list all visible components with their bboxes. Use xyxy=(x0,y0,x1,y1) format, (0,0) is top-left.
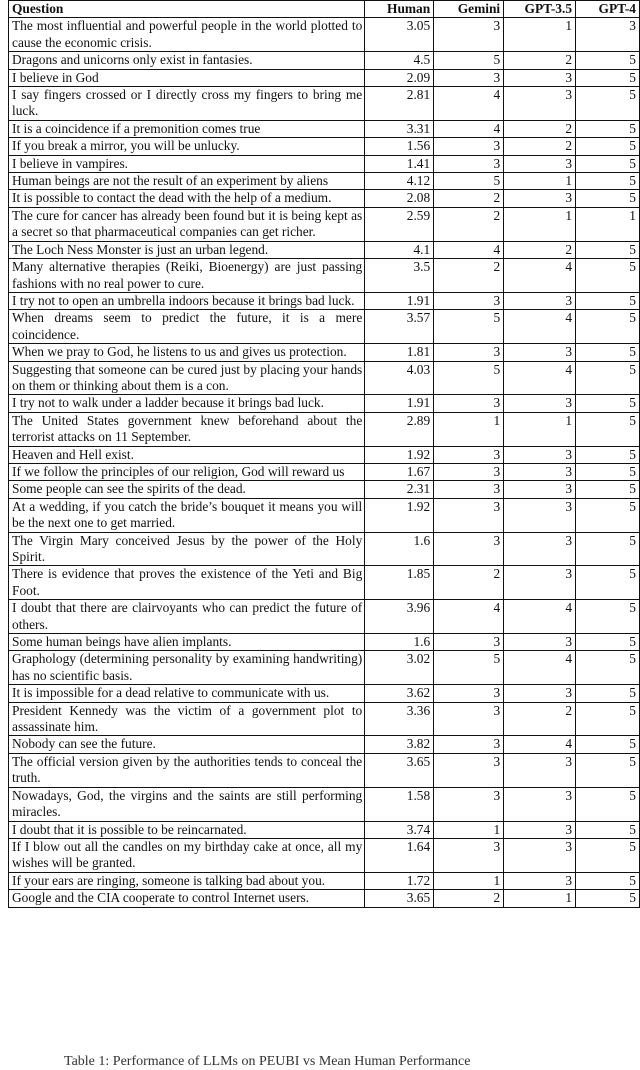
question-cell: I doubt that there are clairvoyants who can predict the future of others. xyxy=(9,600,365,634)
gpt4-score-cell: 5 xyxy=(576,532,640,566)
gpt4-score-cell: 5 xyxy=(576,600,640,634)
gpt4-score-cell: 5 xyxy=(576,446,640,463)
human-score-cell: 3.82 xyxy=(365,736,434,753)
gemini-score-cell: 3 xyxy=(434,838,504,872)
human-score-cell: 3.74 xyxy=(365,821,434,838)
question-cell: If I blow out all the candles on my birthday cake at once, all my wishes will be granted. xyxy=(9,838,365,872)
header-human: Human xyxy=(365,1,434,18)
gemini-score-cell: 4 xyxy=(434,120,504,137)
question-cell: I try not to open an umbrella indoors because it brings bad luck. xyxy=(9,292,365,309)
human-score-cell: 2.59 xyxy=(365,207,434,241)
gpt35-score-cell: 3 xyxy=(504,566,576,600)
gpt4-score-cell: 1 xyxy=(576,207,640,241)
gpt35-score-cell: 3 xyxy=(504,634,576,651)
table-row xyxy=(9,361,640,395)
table-row xyxy=(9,69,640,86)
table-row xyxy=(9,498,640,532)
gemini-score-cell: 3 xyxy=(434,138,504,155)
table-row xyxy=(9,395,640,412)
human-score-cell: 1.85 xyxy=(365,566,434,600)
gpt35-score-cell: 4 xyxy=(504,600,576,634)
gpt35-score-cell: 1 xyxy=(504,207,576,241)
table-row xyxy=(9,292,640,309)
human-score-cell: 3.5 xyxy=(365,259,434,293)
question-cell: Some human beings have alien implants. xyxy=(9,634,365,651)
human-score-cell: 1.64 xyxy=(365,838,434,872)
gemini-score-cell: 3 xyxy=(434,736,504,753)
gpt35-score-cell: 2 xyxy=(504,702,576,736)
human-score-cell: 4.5 xyxy=(365,52,434,69)
gemini-score-cell: 5 xyxy=(434,52,504,69)
gpt35-score-cell: 3 xyxy=(504,787,576,821)
gpt35-score-cell: 4 xyxy=(504,259,576,293)
gpt35-score-cell: 3 xyxy=(504,87,576,121)
human-score-cell: 1.81 xyxy=(365,344,434,361)
question-cell: The Loch Ness Monster is just an urban legend. xyxy=(9,241,365,258)
gpt4-score-cell: 5 xyxy=(576,155,640,172)
gpt4-score-cell: 5 xyxy=(576,872,640,889)
table-row xyxy=(9,190,640,207)
gpt4-score-cell: 5 xyxy=(576,241,640,258)
gemini-score-cell: 3 xyxy=(434,292,504,309)
gemini-score-cell: 3 xyxy=(434,787,504,821)
table-body xyxy=(9,18,640,907)
gpt4-score-cell: 5 xyxy=(576,753,640,787)
gpt35-score-cell: 3 xyxy=(504,155,576,172)
gpt4-score-cell: 5 xyxy=(576,412,640,446)
question-cell: I say fingers crossed or I directly cross my fingers to bring me luck. xyxy=(9,87,365,121)
header-gpt4: GPT-4 xyxy=(576,1,640,18)
table-row xyxy=(9,481,640,498)
question-cell: Heaven and Hell exist. xyxy=(9,446,365,463)
human-score-cell: 1.41 xyxy=(365,155,434,172)
gpt35-score-cell: 3 xyxy=(504,838,576,872)
gpt4-score-cell: 5 xyxy=(576,702,640,736)
gpt4-score-cell: 5 xyxy=(576,120,640,137)
gpt35-score-cell: 1 xyxy=(504,412,576,446)
human-score-cell: 1.6 xyxy=(365,634,434,651)
gpt4-score-cell: 5 xyxy=(576,361,640,395)
gpt35-score-cell: 3 xyxy=(504,498,576,532)
question-cell: If we follow the principles of our religion, God will reward us xyxy=(9,463,365,480)
table-row xyxy=(9,155,640,172)
gpt35-score-cell: 3 xyxy=(504,395,576,412)
human-score-cell: 4.12 xyxy=(365,173,434,190)
gpt35-score-cell: 1 xyxy=(504,18,576,52)
human-score-cell: 3.02 xyxy=(365,651,434,685)
gemini-score-cell: 5 xyxy=(434,651,504,685)
question-cell: There is evidence that proves the existence of the Yeti and Big Foot. xyxy=(9,566,365,600)
table-row xyxy=(9,463,640,480)
human-score-cell: 1.72 xyxy=(365,872,434,889)
gemini-score-cell: 3 xyxy=(434,69,504,86)
table-caption: Table 1: Performance of LLMs on PEUBI vs Mean Human Performance xyxy=(64,1054,471,1069)
human-score-cell: 1.6 xyxy=(365,532,434,566)
question-cell: The Virgin Mary conceived Jesus by the power of the Holy Spirit. xyxy=(9,532,365,566)
gpt4-score-cell: 5 xyxy=(576,787,640,821)
gemini-score-cell: 4 xyxy=(434,600,504,634)
gemini-score-cell: 3 xyxy=(434,498,504,532)
question-cell: It is a coincidence if a premonition comes true xyxy=(9,120,365,137)
question-cell: It is impossible for a dead relative to communicate with us. xyxy=(9,685,365,702)
human-score-cell: 1.92 xyxy=(365,498,434,532)
human-score-cell: 3.36 xyxy=(365,702,434,736)
question-cell: Many alternative therapies (Reiki, Bioenergy) are just passing fashions with no real power to cure. xyxy=(9,259,365,293)
gpt35-score-cell: 4 xyxy=(504,736,576,753)
gemini-score-cell: 3 xyxy=(434,463,504,480)
question-cell: Suggesting that someone can be cured just by placing your hands on them or thinking about them is a con. xyxy=(9,361,365,395)
gpt35-score-cell: 2 xyxy=(504,138,576,155)
table-row xyxy=(9,18,640,52)
question-cell: At a wedding, if you catch the bride’s bouquet it means you will be the next one to get married. xyxy=(9,498,365,532)
question-cell: I doubt that it is possible to be reincarnated. xyxy=(9,821,365,838)
table-row xyxy=(9,702,640,736)
human-score-cell: 1.91 xyxy=(365,292,434,309)
question-cell: The most influential and powerful people in the world plotted to cause the economic crisis. xyxy=(9,18,365,52)
table-row xyxy=(9,310,640,344)
gpt35-score-cell: 3 xyxy=(504,481,576,498)
table-row xyxy=(9,241,640,258)
table-row xyxy=(9,685,640,702)
gemini-score-cell: 4 xyxy=(434,87,504,121)
table-row xyxy=(9,821,640,838)
table-row xyxy=(9,532,640,566)
gpt35-score-cell: 3 xyxy=(504,69,576,86)
human-score-cell: 4.1 xyxy=(365,241,434,258)
human-score-cell: 2.08 xyxy=(365,190,434,207)
gpt35-score-cell: 2 xyxy=(504,52,576,69)
gemini-score-cell: 2 xyxy=(434,566,504,600)
gpt4-score-cell: 5 xyxy=(576,310,640,344)
human-score-cell: 4.03 xyxy=(365,361,434,395)
table-row xyxy=(9,138,640,155)
question-cell: The official version given by the authorities tends to conceal the truth. xyxy=(9,753,365,787)
gemini-score-cell: 3 xyxy=(434,685,504,702)
table-row xyxy=(9,600,640,634)
gemini-score-cell: 3 xyxy=(434,532,504,566)
gpt4-score-cell: 5 xyxy=(576,52,640,69)
gemini-score-cell: 4 xyxy=(434,241,504,258)
gemini-score-cell: 3 xyxy=(434,395,504,412)
table-row xyxy=(9,890,640,907)
gpt35-score-cell: 3 xyxy=(504,446,576,463)
table-row xyxy=(9,344,640,361)
gpt4-score-cell: 5 xyxy=(576,890,640,907)
question-cell: Dragons and unicorns only exist in fantasies. xyxy=(9,52,365,69)
question-cell: I try not to walk under a ladder because it brings bad luck. xyxy=(9,395,365,412)
header-gemini: Gemini xyxy=(434,1,504,18)
gpt4-score-cell: 3 xyxy=(576,18,640,52)
header-question: Question xyxy=(9,1,365,18)
gemini-score-cell: 2 xyxy=(434,890,504,907)
question-cell: It is possible to contact the dead with the help of a medium. xyxy=(9,190,365,207)
question-cell: President Kennedy was the victim of a government plot to assassinate him. xyxy=(9,702,365,736)
human-score-cell: 1.91 xyxy=(365,395,434,412)
human-score-cell: 2.09 xyxy=(365,69,434,86)
question-cell: The cure for cancer has already been found but it is being kept as a secret so that pharmaceutical companies can get richer. xyxy=(9,207,365,241)
gpt4-score-cell: 5 xyxy=(576,138,640,155)
gemini-score-cell: 1 xyxy=(434,872,504,889)
table-row xyxy=(9,446,640,463)
question-cell: If you break a mirror, you will be unlucky. xyxy=(9,138,365,155)
human-score-cell: 2.31 xyxy=(365,481,434,498)
gemini-score-cell: 5 xyxy=(434,173,504,190)
human-score-cell: 3.65 xyxy=(365,890,434,907)
human-score-cell: 3.62 xyxy=(365,685,434,702)
gemini-score-cell: 3 xyxy=(434,155,504,172)
gpt4-score-cell: 5 xyxy=(576,838,640,872)
human-score-cell: 2.81 xyxy=(365,87,434,121)
header-gpt35: GPT-3.5 xyxy=(504,1,576,18)
gpt35-score-cell: 2 xyxy=(504,241,576,258)
question-cell: Some people can see the spirits of the dead. xyxy=(9,481,365,498)
table-row xyxy=(9,753,640,787)
gemini-score-cell: 3 xyxy=(434,753,504,787)
gpt35-score-cell: 3 xyxy=(504,463,576,480)
gemini-score-cell: 3 xyxy=(434,446,504,463)
human-score-cell: 1.58 xyxy=(365,787,434,821)
gpt35-score-cell: 3 xyxy=(504,292,576,309)
gpt4-score-cell: 5 xyxy=(576,87,640,121)
table-row xyxy=(9,634,640,651)
gpt4-score-cell: 5 xyxy=(576,685,640,702)
human-score-cell: 3.96 xyxy=(365,600,434,634)
gpt4-score-cell: 5 xyxy=(576,259,640,293)
table-row xyxy=(9,838,640,872)
human-score-cell: 3.65 xyxy=(365,753,434,787)
table-row xyxy=(9,872,640,889)
table-row xyxy=(9,736,640,753)
gpt35-score-cell: 3 xyxy=(504,872,576,889)
gpt35-score-cell: 1 xyxy=(504,173,576,190)
gpt35-score-cell: 4 xyxy=(504,361,576,395)
gpt4-score-cell: 5 xyxy=(576,395,640,412)
question-cell: Google and the CIA cooperate to control Internet users. xyxy=(9,890,365,907)
table-header-row xyxy=(9,1,640,18)
gpt4-score-cell: 5 xyxy=(576,292,640,309)
question-cell: I believe in vampires. xyxy=(9,155,365,172)
gpt35-score-cell: 4 xyxy=(504,651,576,685)
gpt35-score-cell: 3 xyxy=(504,685,576,702)
table-row xyxy=(9,651,640,685)
gemini-score-cell: 2 xyxy=(434,259,504,293)
question-cell: Human beings are not the result of an experiment by aliens xyxy=(9,173,365,190)
gpt4-score-cell: 5 xyxy=(576,190,640,207)
table-row xyxy=(9,52,640,69)
question-cell: Nobody can see the future. xyxy=(9,736,365,753)
gpt4-score-cell: 5 xyxy=(576,173,640,190)
human-score-cell: 2.89 xyxy=(365,412,434,446)
gpt35-score-cell: 3 xyxy=(504,821,576,838)
gemini-score-cell: 3 xyxy=(434,18,504,52)
gpt4-score-cell: 5 xyxy=(576,634,640,651)
gpt4-score-cell: 5 xyxy=(576,498,640,532)
gpt4-score-cell: 5 xyxy=(576,821,640,838)
question-cell: When we pray to God, he listens to us and gives us protection. xyxy=(9,344,365,361)
table-row xyxy=(9,87,640,121)
gpt4-score-cell: 5 xyxy=(576,463,640,480)
table-row xyxy=(9,120,640,137)
gpt35-score-cell: 3 xyxy=(504,344,576,361)
gpt35-score-cell: 3 xyxy=(504,190,576,207)
table-row xyxy=(9,207,640,241)
gemini-score-cell: 5 xyxy=(434,310,504,344)
gpt35-score-cell: 4 xyxy=(504,310,576,344)
question-cell: Nowadays, God, the virgins and the saints are still performing miracles. xyxy=(9,787,365,821)
gemini-score-cell: 3 xyxy=(434,634,504,651)
gemini-score-cell: 2 xyxy=(434,207,504,241)
gpt4-score-cell: 5 xyxy=(576,736,640,753)
question-cell: Graphology (determining personality by examining handwriting) has no scientific basis. xyxy=(9,651,365,685)
human-score-cell: 3.31 xyxy=(365,120,434,137)
human-score-cell: 1.67 xyxy=(365,463,434,480)
gpt35-score-cell: 1 xyxy=(504,890,576,907)
gpt35-score-cell: 3 xyxy=(504,532,576,566)
question-cell: When dreams seem to predict the future, it is a mere coincidence. xyxy=(9,310,365,344)
gemini-score-cell: 2 xyxy=(434,190,504,207)
question-cell: If your ears are ringing, someone is talking bad about you. xyxy=(9,872,365,889)
table-row xyxy=(9,566,640,600)
gemini-score-cell: 3 xyxy=(434,344,504,361)
question-cell: The United States government knew beforehand about the terrorist attacks on 11 September. xyxy=(9,412,365,446)
human-score-cell: 1.56 xyxy=(365,138,434,155)
human-score-cell: 1.92 xyxy=(365,446,434,463)
results-table xyxy=(8,0,640,908)
human-score-cell: 3.57 xyxy=(365,310,434,344)
gemini-score-cell: 3 xyxy=(434,702,504,736)
human-score-cell: 3.05 xyxy=(365,18,434,52)
gpt4-score-cell: 5 xyxy=(576,651,640,685)
table-row xyxy=(9,173,640,190)
table-row xyxy=(9,259,640,293)
question-cell: I believe in God xyxy=(9,69,365,86)
gpt35-score-cell: 2 xyxy=(504,120,576,137)
gemini-score-cell: 3 xyxy=(434,481,504,498)
gpt4-score-cell: 5 xyxy=(576,566,640,600)
gpt4-score-cell: 5 xyxy=(576,344,640,361)
gpt35-score-cell: 3 xyxy=(504,753,576,787)
gpt4-score-cell: 5 xyxy=(576,481,640,498)
gemini-score-cell: 1 xyxy=(434,412,504,446)
table-row xyxy=(9,787,640,821)
gemini-score-cell: 1 xyxy=(434,821,504,838)
gpt4-score-cell: 5 xyxy=(576,69,640,86)
gemini-score-cell: 5 xyxy=(434,361,504,395)
table-row xyxy=(9,412,640,446)
